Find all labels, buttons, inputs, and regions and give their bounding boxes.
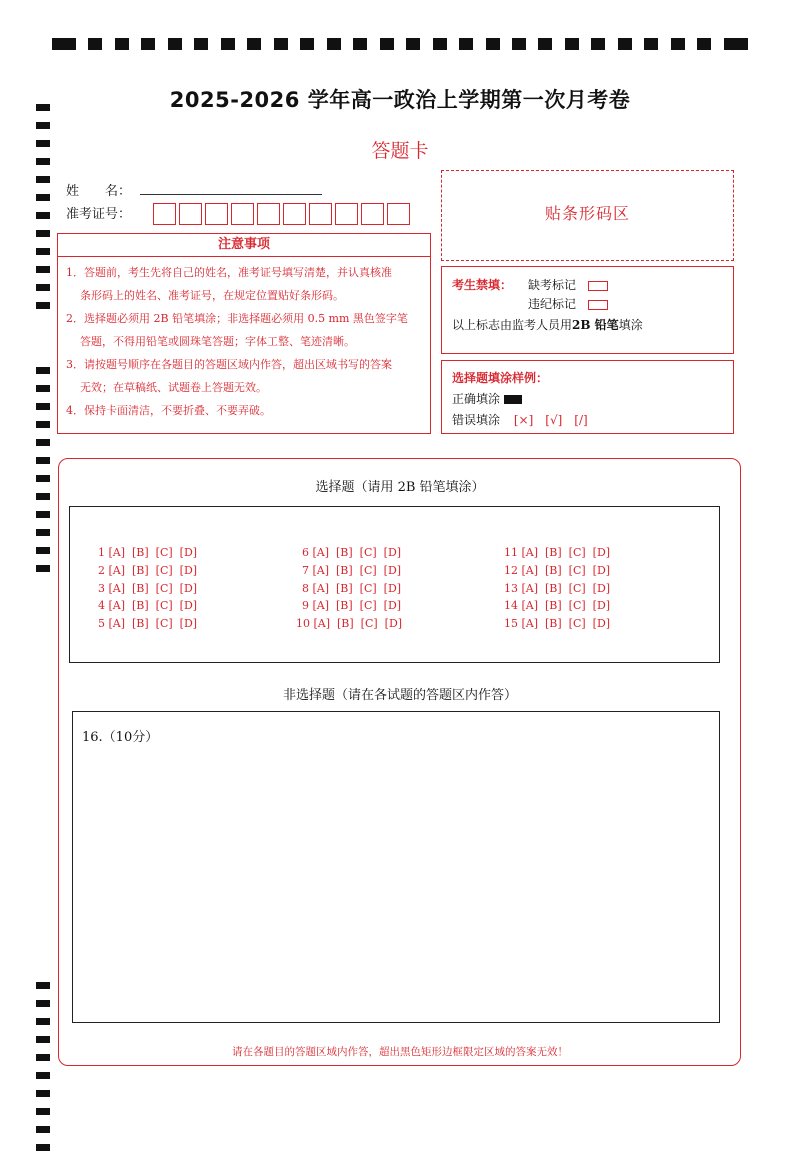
barcode-label: 贴条形码区 [544, 204, 630, 223]
choice-question-15[interactable]: 15 [A] [B] [C] [D] [504, 617, 611, 630]
timing-mark [36, 284, 50, 291]
choice-question-12[interactable]: 12 [A] [B] [C] [D] [504, 564, 611, 577]
timing-mark [36, 1036, 50, 1043]
timing-mark [36, 529, 50, 536]
timing-mark [36, 457, 50, 464]
notice-item: 2．选择题必须用 2B 铅笔填涂；非选择题必须用 0.5 mm 黑色签字笔 答题，不得用铅笔或圆珠笔答题；字体工整、笔迹清晰。 [66, 312, 408, 348]
footer-warning: 请在各题目的答题区域内作答，超出黑色矩形边框限定区域的答案无效！ [232, 1046, 568, 1058]
timing-mark [36, 421, 50, 428]
exam-id-boxes[interactable] [153, 203, 413, 229]
nonchoice-section-title: 非选择题（请在各试题的答题区内作答） [282, 688, 517, 703]
choice-question-1[interactable]: 1 [A] [B] [C] [D] [98, 546, 198, 559]
question-16-answer-box[interactable] [72, 711, 720, 1023]
fill-example-title: 选择题填涂样例： [452, 371, 549, 385]
timing-mark [36, 176, 50, 183]
choice-question-8[interactable]: 8 [A] [B] [C] [D] [302, 582, 402, 595]
timing-mark [36, 194, 50, 201]
timing-mark [36, 266, 50, 273]
timing-mark [36, 248, 50, 255]
choice-question-4[interactable]: 4 [A] [B] [C] [D] [98, 599, 198, 612]
choice-question-3[interactable]: 3 [A] [B] [C] [D] [98, 582, 198, 595]
timing-mark [36, 511, 50, 518]
forbidden-title: 考生禁填： [452, 278, 513, 292]
timing-mark [36, 1144, 50, 1151]
fill-example-box [441, 360, 734, 434]
choice-question-14[interactable]: 14 [A] [B] [C] [D] [504, 599, 611, 612]
timing-mark [36, 1072, 50, 1079]
name-field[interactable] [140, 194, 322, 195]
choice-section-title: 选择题（请用 2B 铅笔填涂） [315, 480, 485, 495]
choice-question-2[interactable]: 2 [A] [B] [C] [D] [98, 564, 198, 577]
timing-mark [36, 212, 50, 219]
notice-box [57, 233, 431, 434]
choice-question-9[interactable]: 9 [A] [B] [C] [D] [302, 599, 402, 612]
choice-question-11[interactable]: 11 [A] [B] [C] [D] [504, 546, 611, 559]
timing-mark [36, 565, 50, 572]
correct-fill-row: 正确填涂 [452, 390, 522, 407]
timing-mark [36, 439, 50, 446]
choice-question-10[interactable]: 10 [A] [B] [C] [D] [296, 617, 403, 630]
notice-item: 3．请按题号顺序在各题目的答题区域内作答，超出区域书写的答案 无效；在草稿纸、试题卷上答题无效。 [66, 358, 392, 394]
page-title: 2025-2026 学年高一政治上学期第一次月考卷 [169, 88, 631, 112]
violation-mark-row: 违纪标记 [528, 295, 608, 312]
choice-question-5[interactable]: 5 [A] [B] [C] [D] [98, 617, 198, 630]
notice-title: 注意事项 [58, 234, 430, 257]
notice-item: 4．保持卡面清洁，不要折叠、不要弄破。 [66, 404, 271, 417]
forbidden-note: 以上标志由监考人员用2B 铅笔填涂 [452, 318, 643, 332]
choice-question-13[interactable]: 13 [A] [B] [C] [D] [504, 582, 611, 595]
absent-mark-row: 缺考标记 [528, 276, 608, 293]
choice-question-7[interactable]: 7 [A] [B] [C] [D] [302, 564, 402, 577]
timing-mark [36, 1090, 50, 1097]
timing-mark [36, 1108, 50, 1115]
filled-mark-sample [504, 395, 522, 404]
timing-mark [36, 982, 50, 989]
timing-mark [36, 1000, 50, 1007]
answer-card-subtitle: 答题卡 [371, 140, 429, 162]
violation-mark-box[interactable] [588, 300, 608, 310]
exam-id-label: 准考证号： [66, 207, 132, 222]
wrong-fill-row: 错误填涂 [×] [√] [/] [452, 413, 588, 427]
timing-mark [36, 385, 50, 392]
top-timing-marks [52, 38, 748, 50]
barcode-area [441, 170, 734, 261]
timing-mark [36, 1018, 50, 1025]
timing-mark [36, 230, 50, 237]
timing-mark [36, 122, 50, 129]
timing-mark [36, 1126, 50, 1133]
choice-question-6[interactable]: 6 [A] [B] [C] [D] [302, 546, 402, 559]
timing-mark [36, 403, 50, 410]
absent-mark-box[interactable] [588, 281, 608, 291]
name-label: 姓 名： [66, 184, 132, 199]
timing-mark [36, 302, 50, 309]
question-16-label: 16.（10分） [82, 730, 159, 745]
examinee-forbidden-box [441, 266, 734, 354]
timing-mark [36, 547, 50, 554]
wrong-fill-marks: [×] [√] [/] [513, 413, 588, 427]
notice-item: 1．答题前，考生先将自己的姓名，准考证号填写清楚，并认真核准 条形码上的姓名、准考证号，在规定位置贴好条形码。 [66, 266, 392, 302]
timing-mark [36, 367, 50, 374]
